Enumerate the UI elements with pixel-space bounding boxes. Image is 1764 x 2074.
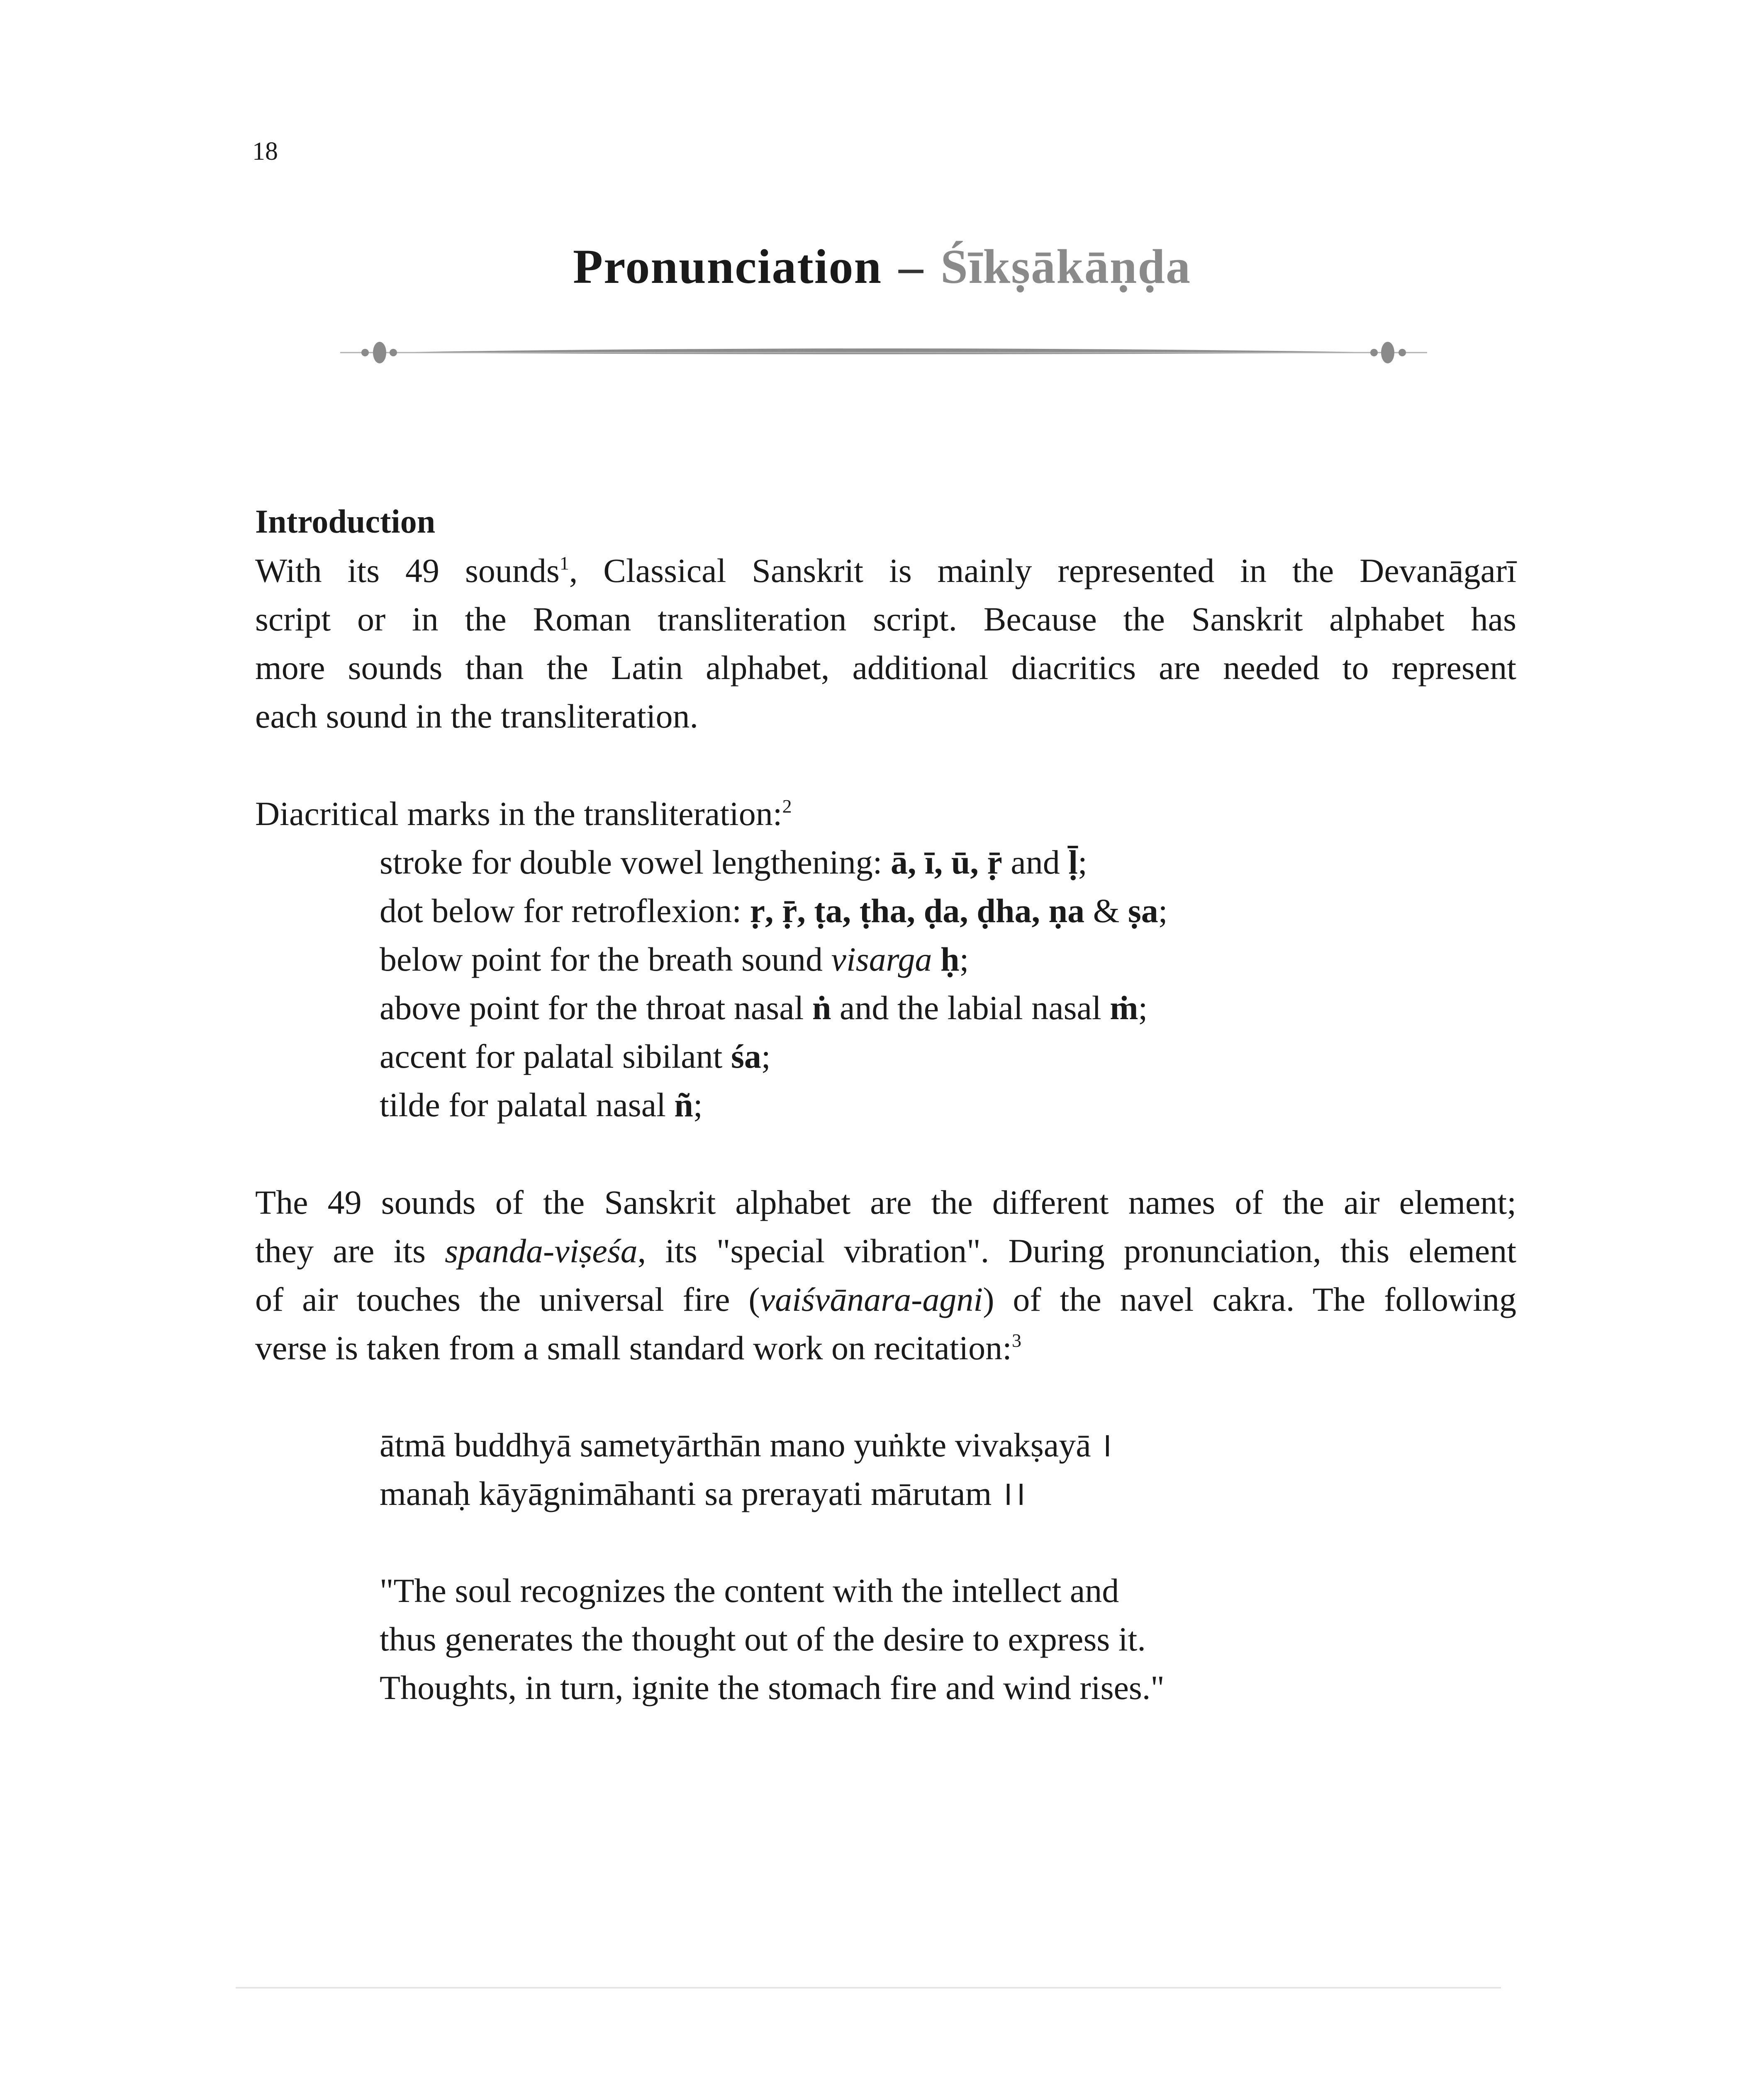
- item-bold: ṁ: [1110, 989, 1138, 1027]
- air-italic: vaiśvānara-agni: [760, 1280, 983, 1318]
- verse-translation: [255, 1566, 1641, 1712]
- item-bold: ṛ, ṝ, ṭa, ṭha, ḍa, ḍha, ṇa: [750, 892, 1085, 930]
- footnote-ref-3: 3: [1011, 1330, 1021, 1351]
- page-number: 18: [252, 137, 278, 166]
- item-text: stroke for double vowel lengthening:: [380, 843, 891, 881]
- intro-line-1: [255, 546, 1516, 595]
- item-bold: ḹ: [1068, 843, 1078, 881]
- item-text: ;: [1078, 843, 1087, 881]
- item-text: above point for the throat nasal: [380, 989, 812, 1027]
- translation-line: Thoughts, in turn, ignite the stomach fire and wind rises.": [380, 1669, 1165, 1706]
- footnotes: [234, 2072, 1520, 2074]
- item-bold: ā, ī, ū, ṝ: [891, 843, 1002, 881]
- air-text: verse is taken from a small standard work on recitation:: [255, 1329, 1012, 1367]
- sanskrit-verse: [255, 1421, 1641, 1518]
- chapter-title-sanskrit: Śīkṣākāṇḍa: [940, 239, 1191, 294]
- footnote-separator: [236, 1987, 1501, 1989]
- item-text: and: [1002, 843, 1069, 881]
- translation-line: "The soul recognizes the content with the intellect and: [380, 1572, 1119, 1609]
- chapter-title-main: Pronunciation: [573, 239, 882, 294]
- chapter-title: [0, 239, 1764, 295]
- footnote-ref-1: 1: [559, 553, 569, 574]
- intro-line-4: each sound in the transliteration.: [255, 697, 698, 735]
- item-bold: ṅ: [812, 989, 831, 1027]
- intro-text: , Classical Sanskrit is mainly represented in the Devanāgarī: [569, 552, 1516, 589]
- verse-line: ātmā buddhyā sametyārthān mano yuṅkte vivakṣayā ।: [380, 1426, 1113, 1464]
- diacritic-item: [255, 935, 1516, 983]
- air-text: of air touches the universal fire (: [255, 1280, 760, 1318]
- item-bold: ñ: [674, 1086, 693, 1124]
- item-bold: śa: [731, 1037, 761, 1075]
- item-text: accent for palatal sibilant: [380, 1037, 731, 1075]
- diacritics-section: [255, 789, 1516, 1129]
- intro-text: With its 49 sounds: [255, 552, 560, 589]
- item-text: [932, 940, 941, 978]
- introduction-heading: Introduction: [255, 504, 436, 540]
- item-bold: ḥ: [940, 940, 960, 978]
- intro-line-3: more sounds than the Latin alphabet, additional diacritics are needed to represent: [255, 649, 1516, 686]
- item-text: ;: [761, 1037, 771, 1075]
- air-line-4: [255, 1324, 1516, 1372]
- air-line-1: The 49 sounds of the Sanskrit alphabet are the different names of the air element;: [255, 1183, 1516, 1221]
- air-line-3: [255, 1275, 1516, 1324]
- air-text: , its "special vibration". During pronunciation, this element: [637, 1232, 1516, 1270]
- diacritics-intro-text: Diacritical marks in the transliteration:: [255, 795, 782, 833]
- air-italic: spanda-viṣeśa: [445, 1232, 638, 1270]
- diacritic-item: [255, 983, 1516, 1032]
- item-text: and the labial nasal: [831, 989, 1110, 1027]
- diacritic-item: [255, 838, 1516, 886]
- footnote-1: [234, 2072, 1520, 2074]
- item-text: ;: [1158, 892, 1168, 930]
- intro-line-2: script or in the Roman transliteration script. Because the Sanskrit alphabet has: [255, 600, 1516, 638]
- item-text: ;: [693, 1086, 703, 1124]
- diacritic-item: [255, 1032, 1516, 1081]
- item-text: below point for the breath sound: [380, 940, 831, 978]
- item-text: ;: [1138, 989, 1148, 1027]
- item-text: dot below for retroflexion:: [380, 892, 750, 930]
- item-text: ;: [959, 940, 969, 978]
- item-bold: ṣa: [1128, 892, 1158, 930]
- verse-line: manaḥ kāyāgnimāhanti sa prerayati mārutam ।।: [380, 1475, 1026, 1512]
- diacritics-intro: [255, 789, 1516, 838]
- air-text: ) of the navel cakra. The following: [983, 1280, 1516, 1318]
- diacritic-item: [255, 886, 1516, 935]
- item-text: tilde for palatal nasal: [380, 1086, 675, 1124]
- air-element-paragraph: [255, 1178, 1516, 1372]
- introduction-paragraph: [255, 546, 1516, 740]
- footnote-ref-2: 2: [782, 796, 792, 817]
- item-text: &: [1084, 892, 1128, 930]
- air-text: they are its: [255, 1232, 445, 1270]
- title-dash: –: [899, 239, 924, 294]
- item-italic: visarga: [831, 940, 932, 978]
- ornament-divider: [340, 332, 1427, 373]
- diacritic-item: [255, 1081, 1516, 1129]
- air-line-2: [255, 1227, 1516, 1275]
- translation-line: thus generates the thought out of the desire to express it.: [380, 1620, 1146, 1658]
